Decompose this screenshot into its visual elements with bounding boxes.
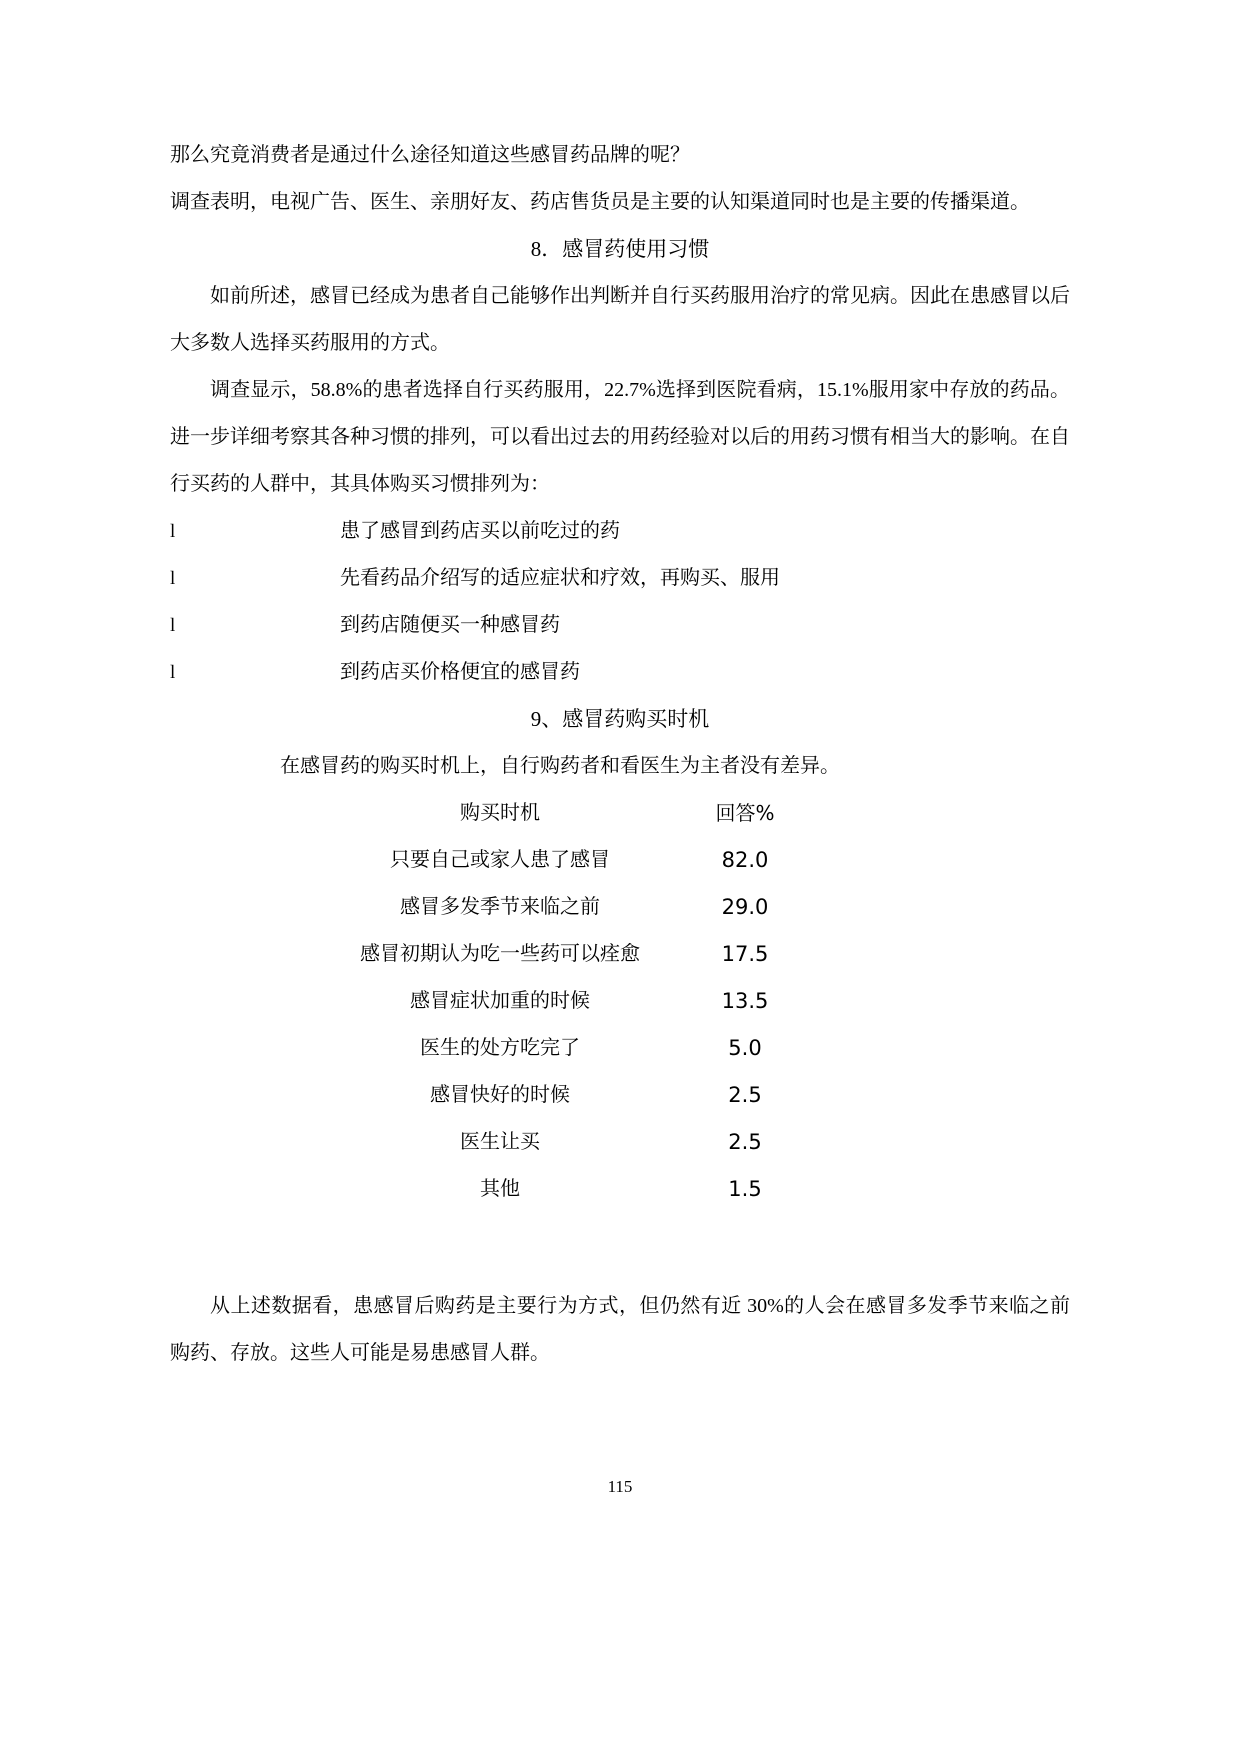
table-cell-value: 29.0 — [721, 895, 769, 919]
paragraph-timing-intro: 在感冒药的购买时机上，自行购药者和看医生为主者没有差异。 — [280, 755, 840, 777]
table-cell-label: 感冒快好的时候 — [430, 1084, 570, 1106]
table-cell-label: 医生的处方吃完了 — [420, 1037, 580, 1059]
table-cell-value: 2.5 — [728, 1083, 762, 1107]
table-row — [170, 1025, 1070, 1072]
list-item-text: 患了感冒到药店买以前吃过的药 — [340, 520, 620, 542]
table-header-timing: 购买时机 — [460, 802, 540, 824]
list-item — [170, 555, 1070, 602]
table-header-row — [170, 790, 1070, 837]
table-cell-value: 13.5 — [721, 989, 769, 1013]
table-cell-value: 1.5 — [728, 1177, 762, 1201]
list-bullet: l — [170, 662, 176, 683]
list-item-text: 先看药品介绍写的适应症状和疗效，再购买、服用 — [340, 567, 780, 589]
purchase-timing-table — [170, 790, 1070, 1213]
list-bullet: l — [170, 568, 176, 589]
table-row — [170, 978, 1070, 1025]
paragraph-self-treatment: 如前所述，感冒已经成为患者自己能够作出判断并自行买药服用治疗的常见病。因此在患感冒以后大多数人选择买药服用的方式。 — [170, 285, 1070, 354]
table-cell-value: 17.5 — [721, 942, 769, 966]
table-row — [170, 837, 1070, 884]
paragraph-survey-stats: 调查显示，58.8%的患者选择自行买药服用，22.7%选择到医院看病，15.1%服用家中存放的药品。进一步详细考察其各种习惯的排列，可以看出过去的用药经验对以后的用药习惯有相当大的影响。在自行买药的人群中，其具体购买习惯排列为： — [170, 379, 1070, 495]
table-cell-label: 感冒初期认为吃一些药可以痊愈 — [360, 943, 640, 965]
table-row — [170, 1072, 1070, 1119]
table-row — [170, 1119, 1070, 1166]
list-item — [170, 602, 1070, 649]
list-item-text: 到药店随便买一种感冒药 — [340, 614, 560, 636]
page-number: 115 — [607, 1477, 633, 1496]
table-cell-label: 医生让买 — [460, 1131, 540, 1153]
table-row — [170, 884, 1070, 931]
list-bullet: l — [170, 615, 176, 636]
habit-list — [170, 508, 1070, 696]
list-bullet: l — [170, 521, 176, 542]
table-cell-value: 2.5 — [728, 1130, 762, 1154]
list-item-text: 到药店买价格便宜的感冒药 — [340, 661, 580, 683]
table-cell-label: 感冒症状加重的时候 — [410, 990, 590, 1012]
table-cell-label: 感冒多发季节来临之前 — [400, 896, 600, 918]
list-item — [170, 649, 1070, 696]
table-cell-label: 其他 — [480, 1178, 520, 1200]
table-row — [170, 1166, 1070, 1213]
table-row — [170, 931, 1070, 978]
table-cell-value: 82.0 — [721, 848, 769, 872]
section-heading-9: 9、感冒药购买时机 — [530, 707, 710, 731]
paragraph-channels: 调查表明，电视广告、医生、亲朋好友、药店售货员是主要的认知渠道同时也是主要的传播渠道。 — [170, 191, 1030, 213]
paragraph-question: 那么究竟消费者是通过什么途径知道这些感冒药品牌的呢？ — [170, 144, 690, 166]
table-cell-label: 只要自己或家人患了感冒 — [390, 849, 610, 871]
table-cell-value: 5.0 — [728, 1036, 762, 1060]
paragraph-conclusion: 从上述数据看，患感冒后购药是主要行为方式，但仍然有近 30%的人会在感冒多发季节来临之前购药、存放。这些人可能是易患感冒人群。 — [170, 1295, 1070, 1364]
section-heading-8: 8．感冒药使用习惯 — [530, 237, 710, 261]
list-item — [170, 508, 1070, 555]
table-header-answer: 回答% — [715, 801, 775, 825]
